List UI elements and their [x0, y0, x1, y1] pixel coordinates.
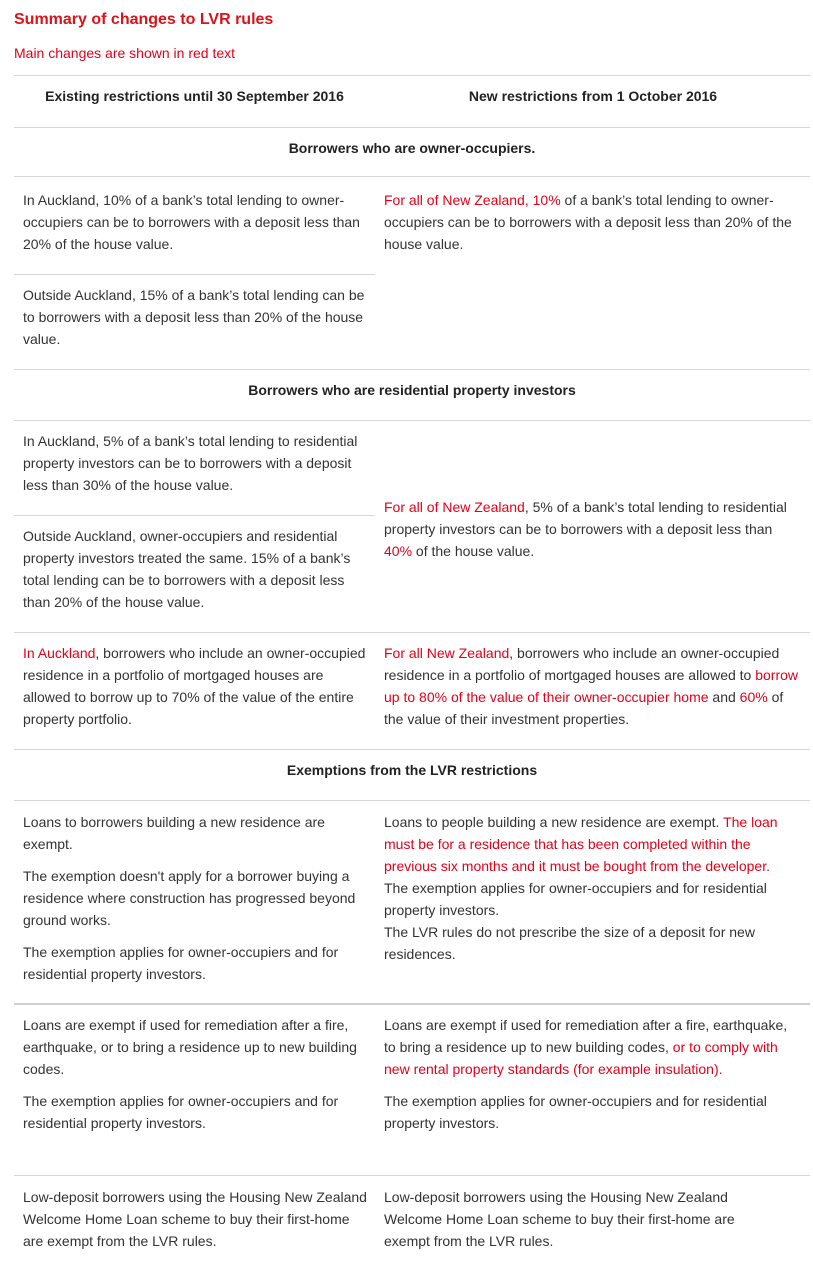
divider — [14, 75, 810, 76]
exemption-remediation-existing-b: The exemption applies for owner-occupiers and for residential property investors. — [23, 1093, 339, 1131]
investors-auckland-existing: In Auckland, 5% of a bank’s total lending to residential property investors can be to borrowers with a deposit less than 30% of the house value. — [23, 433, 358, 493]
exemption-welcome-home-new: Low-deposit borrowers using the Housing New Zealand Welcome Home Loan scheme to buy their first-home are exempt from the LVR rules. — [384, 1189, 735, 1249]
exemption-new-build-new-a: Loans to people building a new residence are exempt. — [384, 814, 724, 830]
portfolio-existing-text: , borrowers who include an owner-occupied residence in a portfolio of mortgaged houses are allowed to borrow up to 70% of the value of the entire property portfolio. — [23, 645, 366, 727]
exemption-new-build-existing-b: The exemption doesn't apply for a borrower buying a residence where construction has progressed beyond ground works. — [23, 868, 356, 928]
section-heading-owner-occupiers: Borrowers who are owner-occupiers. — [288, 140, 536, 156]
exemption-remediation-new-b: The exemption applies for owner-occupiers and for residential property investors. — [384, 1093, 767, 1131]
portfolio-existing — [23, 642, 371, 730]
portfolio-new — [384, 642, 802, 730]
divider — [14, 369, 810, 370]
portfolio-new-text-3: of the value of their investment properties. — [384, 689, 784, 727]
red-text-note: Main changes are shown in red text — [14, 45, 236, 61]
column-header-new: New restrictions from 1 October 2016 — [468, 88, 718, 104]
exemption-remediation-new-a: Loans are exempt if used for remediation after a fire, earthquake, to bring a residence up to new building codes, — [384, 1017, 788, 1055]
exemption-remediation-existing-a: Loans are exempt if used for remediation after a fire, earthquake, or to bring a residence up to new building codes. — [23, 1017, 357, 1077]
investors-new-red-1: For all of New Zealand — [384, 499, 525, 515]
column-header-existing: Existing restrictions until 30 September 2016 — [45, 88, 344, 104]
section-heading-exemptions: Exemptions from the LVR restrictions — [286, 762, 538, 778]
divider — [14, 800, 810, 801]
exemption-new-build-new — [384, 811, 802, 965]
investors-new-text-2: of the house value. — [412, 543, 535, 559]
divider — [14, 515, 375, 516]
portfolio-new-text-2: and — [708, 689, 740, 705]
page-title: Summary of changes to LVR rules — [14, 11, 274, 28]
owner-outside-existing: Outside Auckland, 15% of a bank’s total lending can be to borrowers with a deposit less than 20% of the house value. — [23, 287, 365, 347]
portfolio-new-text-1: , borrowers who include an owner-occupied residence in a portfolio of mortgaged houses are allowed to — [384, 645, 780, 683]
portfolio-new-red-1: For all New Zealand — [384, 645, 510, 661]
investors-new-text-1: , 5% of a bank’s total lending to residential property investors can be to borrowers with a deposit less than — [384, 499, 787, 537]
exemption-new-build-existing-c: The exemption applies for owner-occupiers and for residential property investors. — [23, 944, 339, 982]
owner-auckland-existing: In Auckland, 10% of a bank’s total lending to owner-occupiers can be to borrowers with a deposit less than 20% of the house value. — [23, 192, 360, 252]
exemption-new-build-new-b: The exemption applies for owner-occupiers and for residential property investors. — [384, 880, 767, 918]
divider — [14, 176, 810, 177]
owner-new-text: of a bank’s total lending to owner-occupiers can be to borrowers with a deposit less than 20% of the house value. — [384, 192, 792, 252]
portfolio-existing-red: In Auckland — [23, 645, 96, 661]
section-heading-investors: Borrowers who are residential property investors — [248, 382, 576, 398]
investors-new-rule — [384, 496, 802, 562]
divider — [14, 1175, 810, 1176]
divider — [14, 127, 810, 128]
investors-new-red-2: 40% — [384, 543, 413, 559]
divider — [14, 420, 810, 421]
portfolio-new-red-2: borrow up to 80% of the value of their owner-occupier home — [384, 667, 799, 705]
divider — [14, 632, 810, 633]
divider — [14, 274, 375, 275]
exemption-remediation-new — [384, 1014, 802, 1134]
exemption-remediation-new-red: or to comply with new rental property standards (for example insulation). — [384, 1039, 778, 1077]
portfolio-new-red-3: 60% — [739, 689, 768, 705]
exemption-remediation-existing — [23, 1014, 371, 1134]
owner-new-rule — [384, 189, 802, 255]
exemption-new-build-new-c: The LVR rules do not prescribe the size of a deposit for new residences. — [384, 924, 755, 962]
divider — [14, 1003, 810, 1005]
exemption-new-build-new-red: The loan must be for a residence that has been completed within the previous six months and it must be bought from the developer. — [384, 814, 778, 874]
exemption-welcome-home-existing: Low-deposit borrowers using the Housing New Zealand Welcome Home Loan scheme to buy their first-home are exempt from the LVR rules. — [23, 1189, 367, 1249]
exemption-new-build-existing-a: Loans to borrowers building a new residence are exempt. — [23, 814, 325, 852]
exemption-new-build-existing — [23, 811, 371, 985]
divider — [14, 749, 810, 750]
investors-outside-existing: Outside Auckland, owner-occupiers and residential property investors treated the same. 15% of a bank’s total lending can be to borrowers with a deposit less than 20% of the house value. — [23, 528, 351, 610]
owner-new-red: For all of New Zealand, 10% — [384, 192, 561, 208]
